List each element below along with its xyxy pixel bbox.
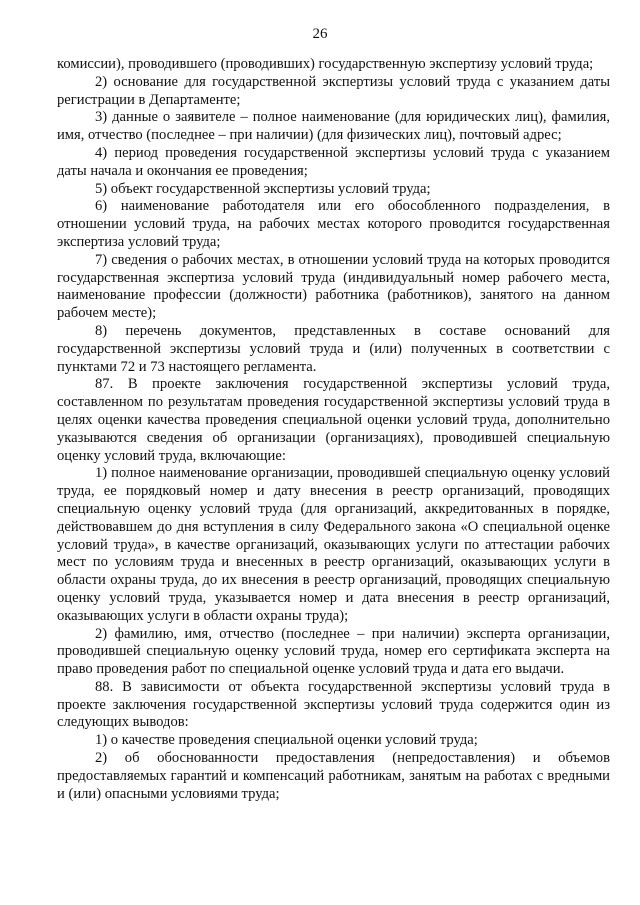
paragraph: 8) перечень документов, представленных в составе оснований для государственной экспертизы условий труда и (или) полученных в соответствии с пунктами 72 и 73 настоящего регламента. — [57, 322, 610, 375]
paragraph: 87. В проекте заключения государственной экспертизы условий труда, составленном по результатам проведения государственной экспертизы условий труда в целях оценки качества проведения специальной оценки условий труда, дополнительно указываются сведения об организации (организациях), проводившей специальную оценку условий труда, включающие: — [57, 376, 610, 464]
paragraph: 4) период проведения государственной экспертизы условий труда с указанием даты начала и окончания ее проведения; — [57, 144, 610, 179]
paragraph: 1) полное наименование организации, проводившей специальную оценку условий труда, ее порядковый номер и дату внесения в реестр организаций, проводящих специальную оценку условий труда (для организаций, аккредитованных в порядке, действовавшем до дня вступления в силу Федерального закона «О специальной оценке условий труда», в качестве организаций, оказывающих услуги по аттестации рабочих мест по условиям труда и внесенных в реестр организаций, оказывающих услуги в области охраны труда, до их внесения в реестр организаций, проводящих специальную оценку условий труда, указывается номер и дата внесения в реестр организаций, оказывающих услуги в области охраны труда); — [57, 465, 610, 624]
document-body — [57, 56, 610, 803]
paragraph: 2) об обоснованности предоставления (непредоставления) и объемов предоставляемых гарантий и компенсаций работникам, занятым на работах с вредными и (или) опасными условиями труда; — [57, 750, 610, 802]
paragraph: 2) фамилию, имя, отчество (последнее – при наличии) эксперта организации, проводившей специальную оценку условий труда, номер его сертификата эксперта на право проведения работ по специальной оценке условий труда и дата его выдачи. — [57, 625, 610, 678]
paragraph: 1) о качестве проведения специальной оценки условий труда; — [95, 732, 478, 749]
paragraph: 7) сведения о рабочих местах, в отношении условий труда на которых проводится государственная экспертиза условий труда (индивидуальный номер рабочего места, наименование профессии (должности) работника (работников), занятого на данном рабочем месте); — [57, 251, 610, 322]
paragraph: 6) наименование работодателя или его обособленного подразделения, в отношении условий труда, на рабочих местах которого проводится государственная экспертиза условий труда; — [57, 198, 610, 250]
paragraph: 2) основание для государственной экспертизы условий труда с указанием даты регистрации в Департаменте; — [57, 73, 610, 108]
paragraph: 5) объект государственной экспертизы условий труда; — [95, 180, 431, 197]
paragraph: комиссии), проводившего (проводивших) государственную экспертизу условий труда; — [57, 56, 594, 72]
paragraph: 3) данные о заявителе – полное наименование (для юридических лиц), фамилия, имя, отчество (последнее – при наличии) (для физических лиц), почтовый адрес; — [57, 109, 610, 144]
paragraph: 88. В зависимости от объекта государственной экспертизы условий труда в проекте заключения государственной экспертизы условий труда содержится один из следующих выводов: — [57, 678, 610, 731]
page-number: 26 — [312, 26, 328, 42]
